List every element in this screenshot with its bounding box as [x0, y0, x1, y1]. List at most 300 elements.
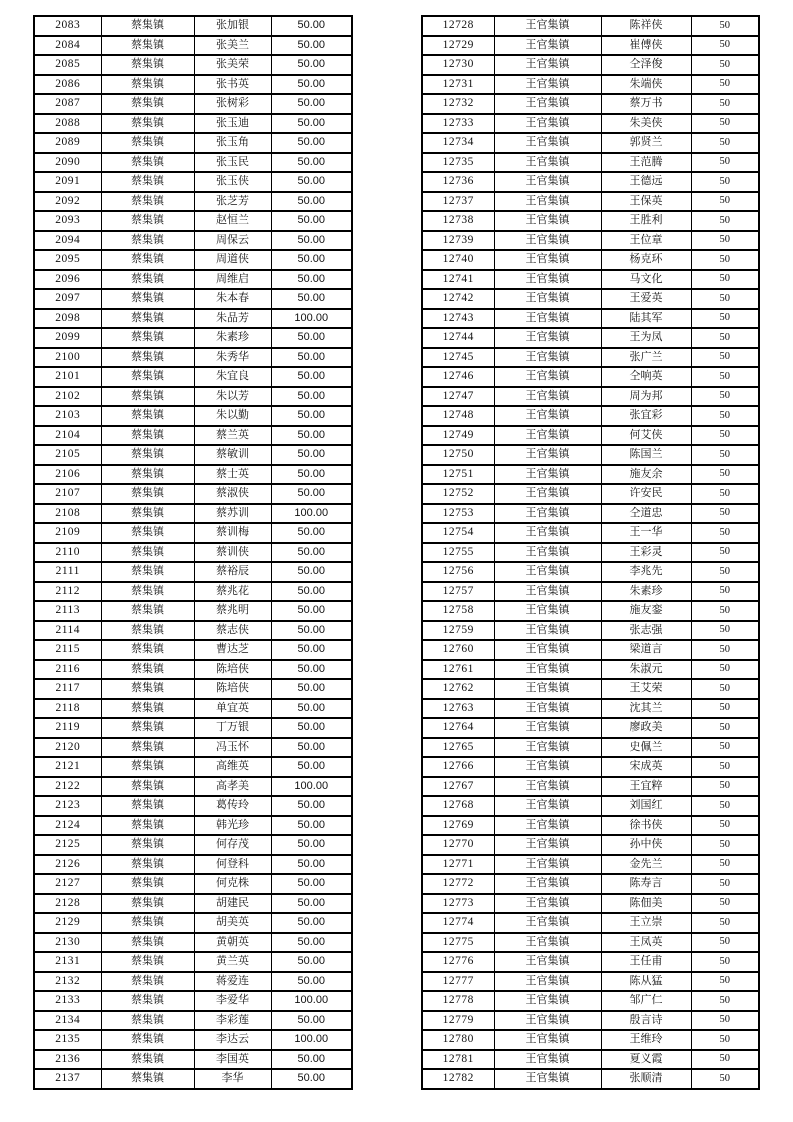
amount-cell: 50 [691, 952, 759, 972]
person-name-cell: 张芝芳 [194, 192, 271, 212]
amount-cell: 50.00 [271, 114, 352, 134]
serial-number-cell: 2134 [34, 1011, 101, 1031]
person-name-cell: 梁道言 [601, 640, 691, 660]
table-row [34, 835, 352, 855]
serial-number-cell: 2137 [34, 1069, 101, 1089]
table-row [34, 309, 352, 329]
town-cell: 王官集镇 [494, 367, 601, 387]
table-row [34, 1050, 352, 1070]
person-name-cell: 朱端侠 [601, 75, 691, 95]
amount-cell: 50 [691, 855, 759, 875]
table-row [34, 1069, 352, 1089]
amount-cell: 50.00 [271, 250, 352, 270]
table-row [422, 484, 759, 504]
amount-cell: 50 [691, 133, 759, 153]
serial-number-cell: 12738 [422, 211, 494, 231]
serial-number-cell: 2111 [34, 562, 101, 582]
town-cell: 蔡集镇 [101, 289, 194, 309]
town-cell: 蔡集镇 [101, 913, 194, 933]
person-name-cell: 朱素珍 [194, 328, 271, 348]
table-row [422, 94, 759, 114]
amount-cell: 50.00 [271, 270, 352, 290]
table-row [422, 270, 759, 290]
amount-cell: 50.00 [271, 757, 352, 777]
table-row [34, 328, 352, 348]
table-row [34, 523, 352, 543]
serial-number-cell: 2128 [34, 894, 101, 914]
serial-number-cell: 12750 [422, 445, 494, 465]
person-name-cell: 张玉迪 [194, 114, 271, 134]
serial-number-cell: 2109 [34, 523, 101, 543]
table-row [422, 582, 759, 602]
person-name-cell: 张广兰 [601, 348, 691, 368]
serial-number-cell: 2127 [34, 874, 101, 894]
amount-cell: 100.00 [271, 777, 352, 797]
serial-number-cell: 2119 [34, 718, 101, 738]
table-row [422, 562, 759, 582]
amount-cell: 50.00 [271, 387, 352, 407]
serial-number-cell: 12765 [422, 738, 494, 758]
table-row [422, 231, 759, 251]
amount-cell: 50 [691, 231, 759, 251]
table-row [422, 777, 759, 797]
table-row [34, 640, 352, 660]
table-row [422, 192, 759, 212]
serial-number-cell: 12736 [422, 172, 494, 192]
town-cell: 蔡集镇 [101, 387, 194, 407]
table-row [422, 835, 759, 855]
amount-cell: 50.00 [271, 289, 352, 309]
amount-cell: 50.00 [271, 1069, 352, 1089]
person-name-cell: 王一华 [601, 523, 691, 543]
amount-cell: 100.00 [271, 504, 352, 524]
town-cell: 王官集镇 [494, 36, 601, 56]
serial-number-cell: 2110 [34, 543, 101, 563]
table-row [422, 718, 759, 738]
person-name-cell: 金先兰 [601, 855, 691, 875]
serial-number-cell: 12760 [422, 640, 494, 660]
table-row [34, 1030, 352, 1050]
serial-number-cell: 12758 [422, 601, 494, 621]
town-cell: 王官集镇 [494, 504, 601, 524]
table-row [34, 660, 352, 680]
table-row [34, 270, 352, 290]
table-row [34, 367, 352, 387]
amount-cell: 50.00 [271, 543, 352, 563]
town-cell: 蔡集镇 [101, 445, 194, 465]
amount-cell: 50 [691, 777, 759, 797]
town-cell: 王官集镇 [494, 699, 601, 719]
left-roster-table [33, 15, 353, 1090]
amount-cell: 50 [691, 387, 759, 407]
table-row [422, 601, 759, 621]
person-name-cell: 蔡兆明 [194, 601, 271, 621]
serial-number-cell: 12729 [422, 36, 494, 56]
person-name-cell: 张美兰 [194, 36, 271, 56]
person-name-cell: 王任甫 [601, 952, 691, 972]
amount-cell: 50 [691, 523, 759, 543]
amount-cell: 50.00 [271, 523, 352, 543]
person-name-cell: 朱素珍 [601, 582, 691, 602]
person-name-cell: 张玉民 [194, 153, 271, 173]
town-cell: 王官集镇 [494, 445, 601, 465]
town-cell: 蔡集镇 [101, 660, 194, 680]
table-row [34, 406, 352, 426]
person-name-cell: 李国英 [194, 1050, 271, 1070]
amount-cell: 50 [691, 1069, 759, 1089]
person-name-cell: 李爱华 [194, 991, 271, 1011]
person-name-cell: 胡建民 [194, 894, 271, 914]
person-name-cell: 张树彩 [194, 94, 271, 114]
person-name-cell: 丁万银 [194, 718, 271, 738]
town-cell: 蔡集镇 [101, 192, 194, 212]
town-cell: 蔡集镇 [101, 348, 194, 368]
person-name-cell: 蔡万书 [601, 94, 691, 114]
table-row [422, 894, 759, 914]
table-row [34, 777, 352, 797]
serial-number-cell: 12777 [422, 972, 494, 992]
town-cell: 蔡集镇 [101, 1069, 194, 1089]
amount-cell: 50 [691, 484, 759, 504]
town-cell: 蔡集镇 [101, 250, 194, 270]
amount-cell: 50 [691, 367, 759, 387]
serial-number-cell: 2107 [34, 484, 101, 504]
table-row [34, 426, 352, 446]
serial-number-cell: 2102 [34, 387, 101, 407]
amount-cell: 50 [691, 757, 759, 777]
town-cell: 王官集镇 [494, 231, 601, 251]
person-name-cell: 蔡兆花 [194, 582, 271, 602]
amount-cell: 50 [691, 1030, 759, 1050]
amount-cell: 50.00 [271, 718, 352, 738]
person-name-cell: 张书英 [194, 75, 271, 95]
person-name-cell: 高维英 [194, 757, 271, 777]
table-row [422, 348, 759, 368]
table-row [422, 250, 759, 270]
person-name-cell: 朱淑元 [601, 660, 691, 680]
amount-cell: 50.00 [271, 1011, 352, 1031]
town-cell: 蔡集镇 [101, 972, 194, 992]
right-roster-table [421, 15, 760, 1090]
amount-cell: 50 [691, 640, 759, 660]
person-name-cell: 蔡裕辰 [194, 562, 271, 582]
table-row [34, 289, 352, 309]
person-name-cell: 葛传玲 [194, 796, 271, 816]
amount-cell: 50 [691, 94, 759, 114]
amount-cell: 50.00 [271, 231, 352, 251]
amount-cell: 50.00 [271, 913, 352, 933]
serial-number-cell: 2086 [34, 75, 101, 95]
person-name-cell: 张玉侠 [194, 172, 271, 192]
table-row [422, 465, 759, 485]
town-cell: 王官集镇 [494, 55, 601, 75]
table-row [422, 621, 759, 641]
serial-number-cell: 2097 [34, 289, 101, 309]
town-cell: 王官集镇 [494, 991, 601, 1011]
serial-number-cell: 12752 [422, 484, 494, 504]
table-row [422, 972, 759, 992]
serial-number-cell: 2122 [34, 777, 101, 797]
town-cell: 蔡集镇 [101, 484, 194, 504]
amount-cell: 50.00 [271, 211, 352, 231]
town-cell: 蔡集镇 [101, 543, 194, 563]
table-row [34, 36, 352, 56]
serial-number-cell: 12780 [422, 1030, 494, 1050]
person-name-cell: 施友銮 [601, 601, 691, 621]
town-cell: 蔡集镇 [101, 933, 194, 953]
town-cell: 王官集镇 [494, 952, 601, 972]
amount-cell: 100.00 [271, 309, 352, 329]
amount-cell: 50.00 [271, 855, 352, 875]
serial-number-cell: 12759 [422, 621, 494, 641]
serial-number-cell: 2118 [34, 699, 101, 719]
table-row [34, 679, 352, 699]
amount-cell: 50.00 [271, 601, 352, 621]
serial-number-cell: 12775 [422, 933, 494, 953]
serial-number-cell: 2104 [34, 426, 101, 446]
serial-number-cell: 2101 [34, 367, 101, 387]
serial-number-cell: 2135 [34, 1030, 101, 1050]
table-row [422, 855, 759, 875]
amount-cell: 50.00 [271, 1050, 352, 1070]
person-name-cell: 徐书侠 [601, 816, 691, 836]
person-name-cell: 王凤英 [601, 933, 691, 953]
table-row [422, 816, 759, 836]
person-name-cell: 黄朝英 [194, 933, 271, 953]
amount-cell: 50 [691, 621, 759, 641]
person-name-cell: 王立崇 [601, 913, 691, 933]
amount-cell: 50 [691, 406, 759, 426]
town-cell: 王官集镇 [494, 718, 601, 738]
town-cell: 王官集镇 [494, 250, 601, 270]
person-name-cell: 王宜粹 [601, 777, 691, 797]
town-cell: 蔡集镇 [101, 601, 194, 621]
amount-cell: 50 [691, 660, 759, 680]
amount-cell: 50.00 [271, 465, 352, 485]
town-cell: 蔡集镇 [101, 835, 194, 855]
serial-number-cell: 2121 [34, 757, 101, 777]
serial-number-cell: 12770 [422, 835, 494, 855]
amount-cell: 50 [691, 270, 759, 290]
table-row [422, 309, 759, 329]
amount-cell: 50.00 [271, 192, 352, 212]
town-cell: 王官集镇 [494, 465, 601, 485]
amount-cell: 50.00 [271, 55, 352, 75]
town-cell: 蔡集镇 [101, 211, 194, 231]
person-name-cell: 邹广仁 [601, 991, 691, 1011]
serial-number-cell: 12745 [422, 348, 494, 368]
amount-cell: 50.00 [271, 426, 352, 446]
person-name-cell: 王维玲 [601, 1030, 691, 1050]
serial-number-cell: 2112 [34, 582, 101, 602]
town-cell: 王官集镇 [494, 289, 601, 309]
table-row [34, 114, 352, 134]
table-row [422, 133, 759, 153]
town-cell: 蔡集镇 [101, 855, 194, 875]
amount-cell: 50 [691, 289, 759, 309]
serial-number-cell: 2133 [34, 991, 101, 1011]
town-cell: 蔡集镇 [101, 582, 194, 602]
table-row [34, 738, 352, 758]
amount-cell: 50 [691, 172, 759, 192]
table-row [34, 543, 352, 563]
serial-number-cell: 12749 [422, 426, 494, 446]
amount-cell: 50.00 [271, 348, 352, 368]
amount-cell: 50.00 [271, 699, 352, 719]
person-name-cell: 许安民 [601, 484, 691, 504]
person-name-cell: 沈其兰 [601, 699, 691, 719]
table-row [422, 55, 759, 75]
person-name-cell: 胡美英 [194, 913, 271, 933]
town-cell: 蔡集镇 [101, 777, 194, 797]
town-cell: 蔡集镇 [101, 114, 194, 134]
person-name-cell: 周道侠 [194, 250, 271, 270]
serial-number-cell: 12771 [422, 855, 494, 875]
town-cell: 蔡集镇 [101, 231, 194, 251]
person-name-cell: 蒋爱连 [194, 972, 271, 992]
person-name-cell: 朱以芳 [194, 387, 271, 407]
serial-number-cell: 12779 [422, 1011, 494, 1031]
table-row [422, 913, 759, 933]
table-row [34, 952, 352, 972]
person-name-cell: 张美荣 [194, 55, 271, 75]
town-cell: 王官集镇 [494, 406, 601, 426]
town-cell: 蔡集镇 [101, 1030, 194, 1050]
serial-number-cell: 2088 [34, 114, 101, 134]
town-cell: 王官集镇 [494, 309, 601, 329]
person-name-cell: 陈国兰 [601, 445, 691, 465]
serial-number-cell: 12768 [422, 796, 494, 816]
table-row [422, 679, 759, 699]
amount-cell: 50 [691, 835, 759, 855]
person-name-cell: 杨克环 [601, 250, 691, 270]
person-name-cell: 仝响英 [601, 367, 691, 387]
serial-number-cell: 12764 [422, 718, 494, 738]
amount-cell: 50.00 [271, 933, 352, 953]
table-row [422, 1011, 759, 1031]
serial-number-cell: 12731 [422, 75, 494, 95]
town-cell: 蔡集镇 [101, 523, 194, 543]
serial-number-cell: 2098 [34, 309, 101, 329]
table-row [34, 1011, 352, 1031]
table-row [422, 874, 759, 894]
person-name-cell: 王保英 [601, 192, 691, 212]
person-name-cell: 朱美侠 [601, 114, 691, 134]
amount-cell: 50.00 [271, 133, 352, 153]
table-row [34, 55, 352, 75]
town-cell: 王官集镇 [494, 796, 601, 816]
table-row [34, 913, 352, 933]
amount-cell: 50.00 [271, 94, 352, 114]
serial-number-cell: 2105 [34, 445, 101, 465]
person-name-cell: 张宜彩 [601, 406, 691, 426]
serial-number-cell: 2084 [34, 36, 101, 56]
person-name-cell: 夏义霞 [601, 1050, 691, 1070]
serial-number-cell: 2129 [34, 913, 101, 933]
amount-cell: 50 [691, 16, 759, 36]
town-cell: 蔡集镇 [101, 504, 194, 524]
person-name-cell: 陈寿言 [601, 874, 691, 894]
town-cell: 蔡集镇 [101, 367, 194, 387]
person-name-cell: 史佩兰 [601, 738, 691, 758]
serial-number-cell: 2117 [34, 679, 101, 699]
person-name-cell: 韩光珍 [194, 816, 271, 836]
serial-number-cell: 12763 [422, 699, 494, 719]
amount-cell: 50.00 [271, 640, 352, 660]
table-row [34, 991, 352, 1011]
right-roster-body [422, 16, 759, 1089]
town-cell: 王官集镇 [494, 777, 601, 797]
table-row [422, 16, 759, 36]
table-row [34, 972, 352, 992]
person-name-cell: 王彩灵 [601, 543, 691, 563]
amount-cell: 50 [691, 114, 759, 134]
person-name-cell: 宋成英 [601, 757, 691, 777]
table-row [422, 387, 759, 407]
table-row [422, 36, 759, 56]
amount-cell: 50 [691, 913, 759, 933]
serial-number-cell: 2100 [34, 348, 101, 368]
town-cell: 王官集镇 [494, 582, 601, 602]
table-row [34, 348, 352, 368]
person-name-cell: 王德远 [601, 172, 691, 192]
serial-number-cell: 2131 [34, 952, 101, 972]
amount-cell: 50.00 [271, 894, 352, 914]
table-row [422, 1050, 759, 1070]
table-row [422, 543, 759, 563]
amount-cell: 50 [691, 211, 759, 231]
town-cell: 王官集镇 [494, 562, 601, 582]
person-name-cell: 殷言诗 [601, 1011, 691, 1031]
amount-cell: 50.00 [271, 36, 352, 56]
serial-number-cell: 12748 [422, 406, 494, 426]
town-cell: 王官集镇 [494, 211, 601, 231]
serial-number-cell: 2106 [34, 465, 101, 485]
table-row [422, 933, 759, 953]
person-name-cell: 何登科 [194, 855, 271, 875]
person-name-cell: 朱本春 [194, 289, 271, 309]
amount-cell: 50 [691, 309, 759, 329]
amount-cell: 50.00 [271, 153, 352, 173]
serial-number-cell: 12744 [422, 328, 494, 348]
amount-cell: 50 [691, 426, 759, 446]
serial-number-cell: 12730 [422, 55, 494, 75]
amount-cell: 50 [691, 192, 759, 212]
town-cell: 王官集镇 [494, 601, 601, 621]
serial-number-cell: 2115 [34, 640, 101, 660]
person-name-cell: 郭贤兰 [601, 133, 691, 153]
town-cell: 王官集镇 [494, 816, 601, 836]
table-row [34, 153, 352, 173]
town-cell: 王官集镇 [494, 172, 601, 192]
serial-number-cell: 12743 [422, 309, 494, 329]
person-name-cell: 张志强 [601, 621, 691, 641]
town-cell: 蔡集镇 [101, 816, 194, 836]
town-cell: 蔡集镇 [101, 75, 194, 95]
serial-number-cell: 2087 [34, 94, 101, 114]
serial-number-cell: 12746 [422, 367, 494, 387]
town-cell: 王官集镇 [494, 894, 601, 914]
serial-number-cell: 2103 [34, 406, 101, 426]
town-cell: 王官集镇 [494, 387, 601, 407]
serial-number-cell: 2125 [34, 835, 101, 855]
amount-cell: 50 [691, 991, 759, 1011]
amount-cell: 50 [691, 874, 759, 894]
serial-number-cell: 12781 [422, 1050, 494, 1070]
person-name-cell: 张顺清 [601, 1069, 691, 1089]
serial-number-cell: 2092 [34, 192, 101, 212]
person-name-cell: 蔡训侠 [194, 543, 271, 563]
